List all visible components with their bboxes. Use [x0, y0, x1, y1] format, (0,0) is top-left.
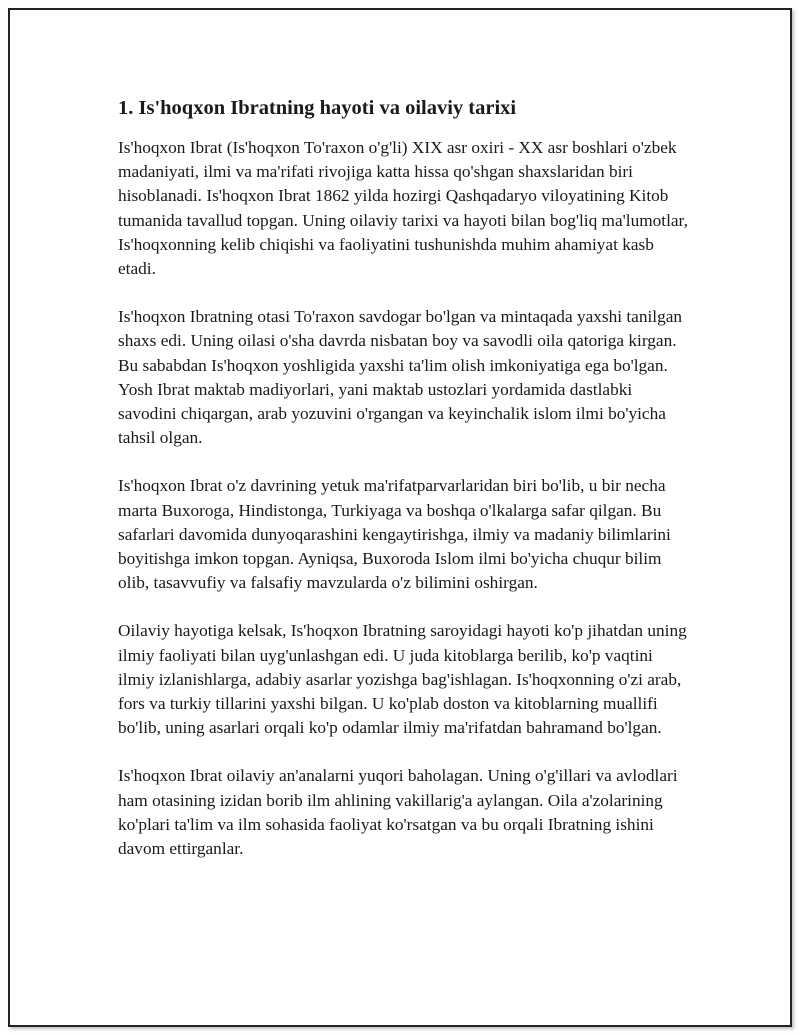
paragraph-4: Oilaviy hayotiga kelsak, Is'hoqxon Ibratning saroyidagi hayoti ko'p jihatdan uning ilmiy faoliyati bilan uyg'unlashgan edi. U juda kitoblarga berilib, ko'p vaqtini ilmiy izlanishlarga, adabiy asarlar yozishga bag'ishlagan. Is'hoqxonning o'zi arab, fors va turkiy tillarini yaxshi bilgan. U ko'plab doston va kitoblarning muallifi bo'lib, uning asarlari orqali ko'p odamlar ilmiy ma'rifatdan bahramand bo'lgan.: [118, 621, 687, 738]
paragraph-1: Is'hoqxon Ibrat (Is'hoqxon To'raxon o'g'li) XIX asr oxiri - XX asr boshlari o'zbek madaniyati, ilmi va ma'rifati rivojiga katta hissa qo'shgan shaxslaridan biri hisoblanadi. Is'hoqxon Ibrat 1862 yilda hozirgi Qashqadaryo viloyatining Kitob tumanida tavallud topgan. Uning oilaviy tarixi va hayoti bilan bog'liq ma'lumotlar, Is'hoqxonning kelib chiqishi va faoliyatini tushunishda muhim ahamiyat kasb etadi.: [118, 138, 688, 279]
paragraph-2: Is'hoqxon Ibratning otasi To'raxon savdogar bo'lgan va mintaqada yaxshi tanilgan shaxs edi. Uning oilasi o'sha davrda nisbatan boy va savodli oila qatoriga kirgan. Bu sababdan Is'hoqxon yoshligida yaxshi ta'lim olish imkoniyatiga ega bo'lgan. Yosh Ibrat maktab madiyorlari, yani maktab ustozlari yordamida dastlabki savodini chiqargan, arab yozuvini o'rgangan va keyinchalik islom ilmi bo'yicha tahsil olgan.: [118, 307, 683, 448]
document-body: [118, 96, 690, 885]
section-heading: 1. Is'hoqxon Ibratning hayoti va oilaviy tarixi: [118, 97, 517, 119]
paragraph-3: Is'hoqxon Ibrat o'z davrining yetuk ma'rifatparvarlaridan biri bo'lib, u bir necha marta Buxoroga, Hindistonga, Turkiyaga va boshqa o'lkalarga safar qilgan. Bu safarlari davomida dunyoqarashini kengaytirishga, ilmiy va madaniy bilimlarini boyitishga imkon topgan. Ayniqsa, Buxoroda Islom ilmi bo'yicha chuqur bilim olib, tasavvufiy va falsafiy mavzularda o'z bilimini oshirgan.: [118, 476, 671, 593]
paragraph-5: Is'hoqxon Ibrat oilaviy an'analarni yuqori baholagan. Uning o'g'illari va avlodlari ham otasining izidan borib ilm ahlining vakillarig'a aylangan. Oila a'zolarining ko'plari ta'lim va ilm sohasida faoliyat ko'rsatgan va bu orqali Ibratning ishini davom ettirganlar.: [118, 766, 678, 859]
